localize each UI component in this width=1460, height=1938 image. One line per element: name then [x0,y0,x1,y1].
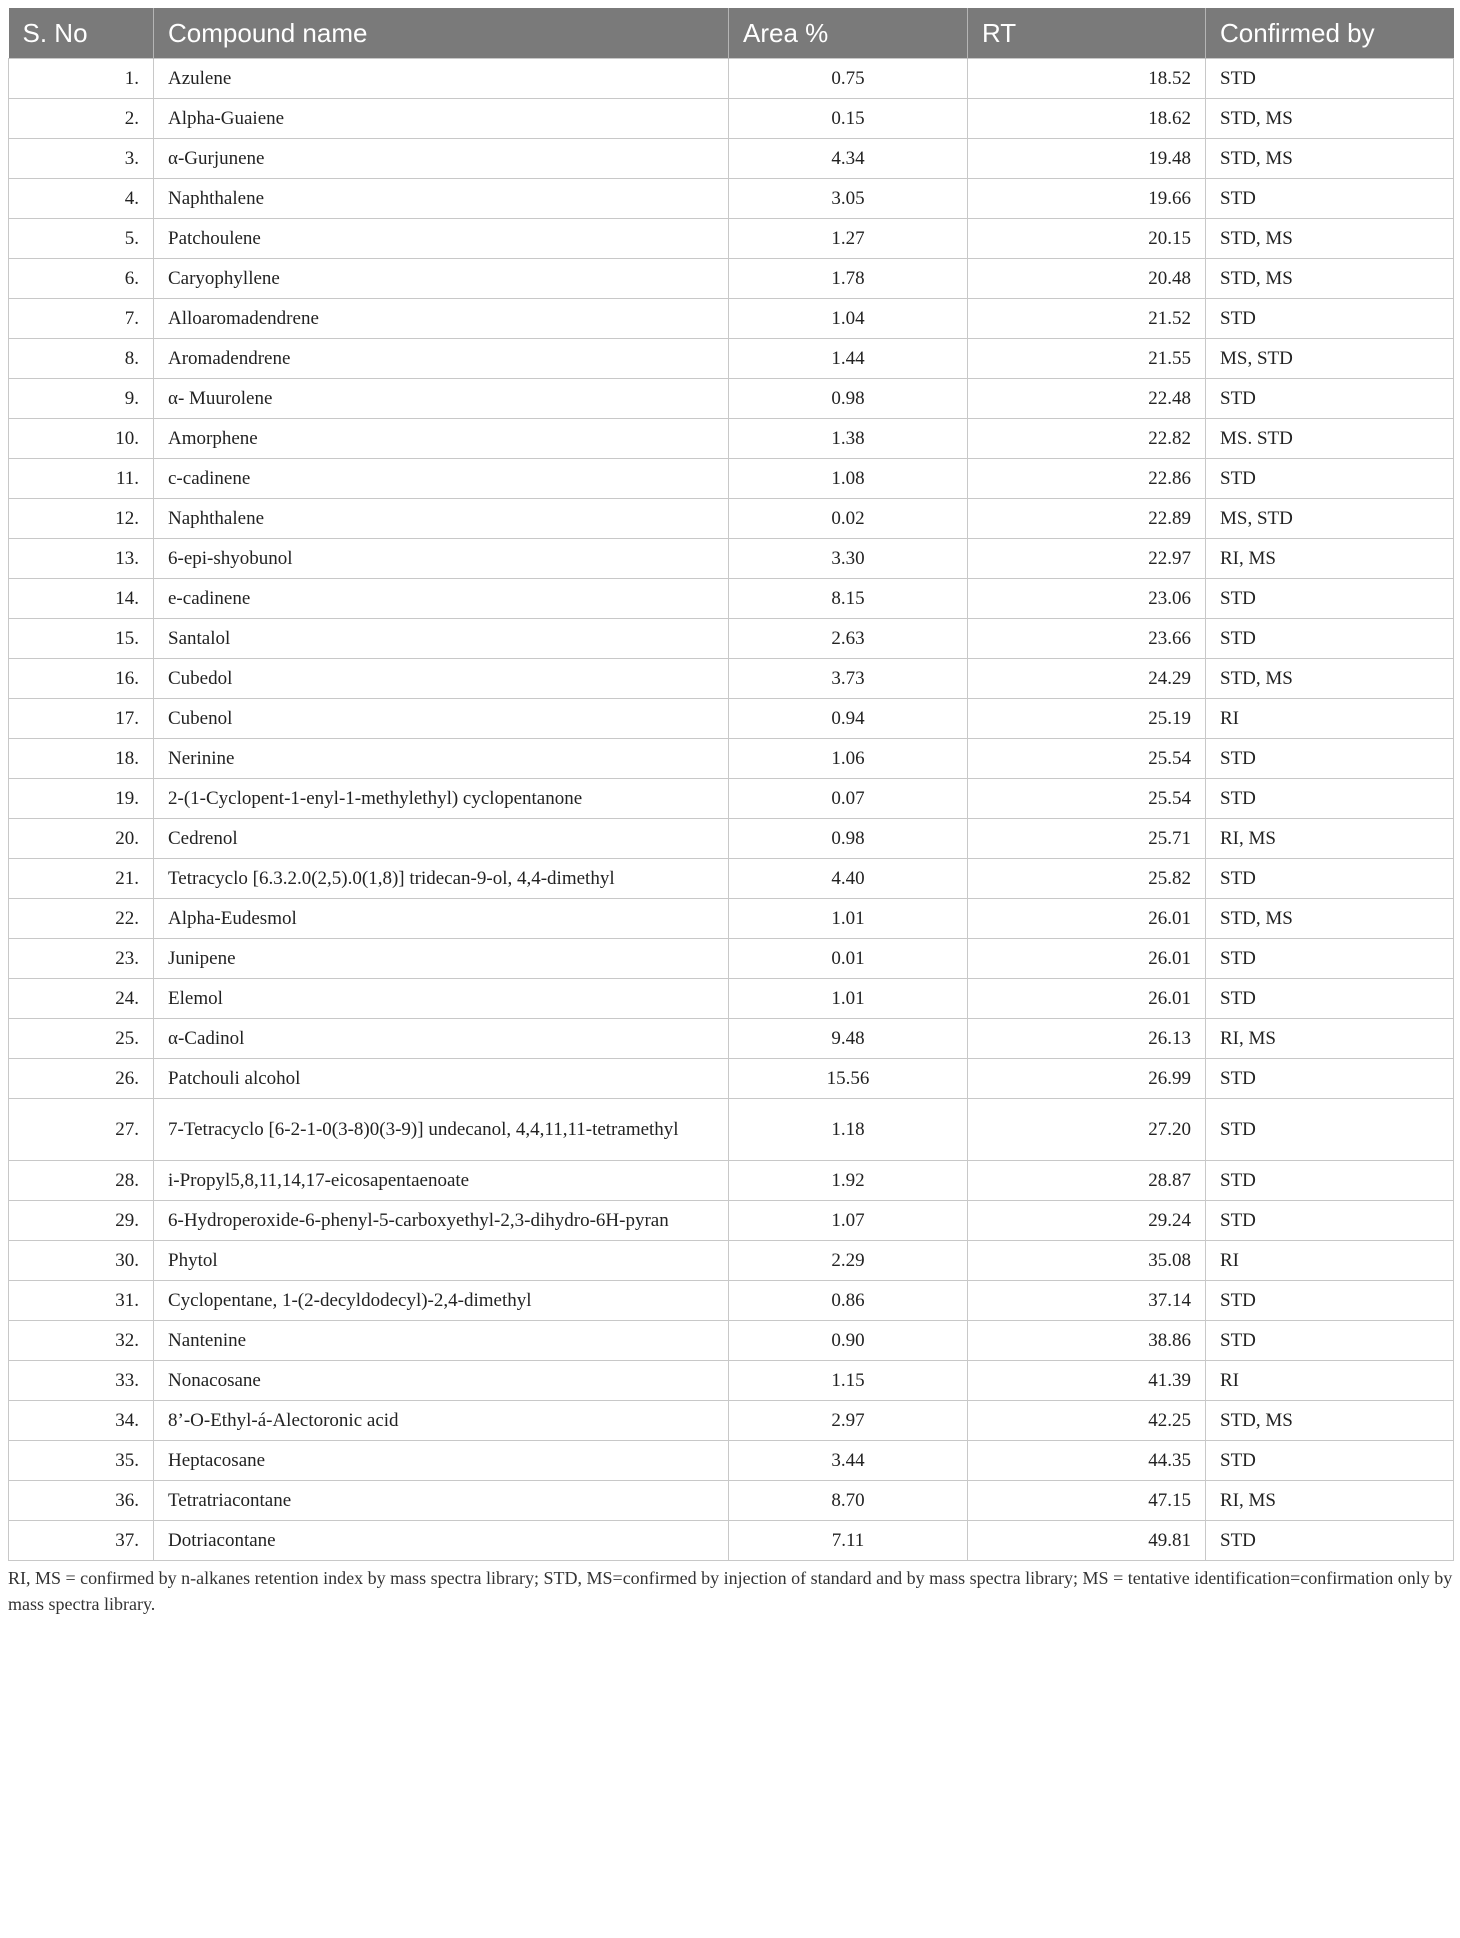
cell-rt: 26.01 [968,899,1206,939]
cell-rt: 19.48 [968,139,1206,179]
cell-sno: 19. [9,779,154,819]
table-row [9,939,1454,979]
cell-confirmed-by: STD, MS [1206,219,1454,259]
cell-compound-name: Cubenol [154,699,729,739]
cell-area-percent: 1.01 [729,899,968,939]
cell-confirmed-by: RI, MS [1206,1481,1454,1521]
cell-rt: 28.87 [968,1161,1206,1201]
cell-rt: 47.15 [968,1481,1206,1521]
cell-area-percent: 3.30 [729,539,968,579]
cell-sno: 29. [9,1201,154,1241]
cell-confirmed-by: STD, MS [1206,259,1454,299]
cell-confirmed-by: MS, STD [1206,499,1454,539]
cell-sno: 17. [9,699,154,739]
cell-compound-name: e-cadinene [154,579,729,619]
table-row [9,1361,1454,1401]
cell-rt: 49.81 [968,1521,1206,1561]
cell-sno: 14. [9,579,154,619]
cell-compound-name: 8’-O-Ethyl-á-Alectoronic acid [154,1401,729,1441]
cell-compound-name: Heptacosane [154,1441,729,1481]
cell-compound-name: Junipene [154,939,729,979]
table-row [9,1521,1454,1561]
cell-sno: 15. [9,619,154,659]
cell-sno: 18. [9,739,154,779]
header-confirmed-by: Confirmed by [1206,8,1454,59]
cell-compound-name: Nantenine [154,1321,729,1361]
table-row [9,539,1454,579]
table-row [9,1201,1454,1241]
table-row [9,1401,1454,1441]
cell-confirmed-by: RI, MS [1206,819,1454,859]
cell-sno: 31. [9,1281,154,1321]
cell-area-percent: 4.40 [729,859,968,899]
cell-rt: 23.66 [968,619,1206,659]
cell-compound-name: Alpha-Eudesmol [154,899,729,939]
cell-confirmed-by: STD [1206,859,1454,899]
cell-compound-name: 2-(1-Cyclopent-1-enyl-1-methylethyl) cyclopentanone [154,779,729,819]
cell-area-percent: 3.05 [729,179,968,219]
cell-confirmed-by: STD, MS [1206,899,1454,939]
cell-sno: 4. [9,179,154,219]
cell-area-percent: 3.73 [729,659,968,699]
cell-area-percent: 1.27 [729,219,968,259]
cell-confirmed-by: STD [1206,459,1454,499]
cell-compound-name: Tetracyclo [6.3.2.0(2,5).0(1,8)] tridecan-9-ol, 4,4-dimethyl [154,859,729,899]
cell-area-percent: 1.15 [729,1361,968,1401]
table-row [9,1441,1454,1481]
table-row [9,1161,1454,1201]
cell-rt: 26.13 [968,1019,1206,1059]
cell-compound-name: Patchouli alcohol [154,1059,729,1099]
table-row [9,779,1454,819]
cell-sno: 20. [9,819,154,859]
cell-confirmed-by: STD [1206,619,1454,659]
table-row [9,379,1454,419]
cell-rt: 21.52 [968,299,1206,339]
cell-area-percent: 1.01 [729,979,968,1019]
cell-compound-name: Cyclopentane, 1-(2-decyldodecyl)-2,4-dimethyl [154,1281,729,1321]
cell-rt: 18.52 [968,59,1206,99]
cell-rt: 22.48 [968,379,1206,419]
cell-compound-name: Caryophyllene [154,259,729,299]
cell-area-percent: 7.11 [729,1521,968,1561]
header-compound-name: Compound name [154,8,729,59]
table-header [9,8,1454,59]
table-row [9,819,1454,859]
cell-compound-name: Aromadendrene [154,339,729,379]
cell-sno: 34. [9,1401,154,1441]
cell-rt: 25.19 [968,699,1206,739]
cell-sno: 21. [9,859,154,899]
cell-sno: 13. [9,539,154,579]
header-rt: RT [968,8,1206,59]
cell-area-percent: 1.07 [729,1201,968,1241]
cell-area-percent: 0.98 [729,379,968,419]
cell-sno: 12. [9,499,154,539]
cell-confirmed-by: STD [1206,1521,1454,1561]
cell-sno: 35. [9,1441,154,1481]
cell-confirmed-by: STD [1206,1321,1454,1361]
table-row [9,1481,1454,1521]
table-row [9,339,1454,379]
cell-compound-name: 7-Tetracyclo [6-2-1-0(3-8)0(3-9)] undecanol, 4,4,11,11-tetramethyl [154,1099,729,1161]
cell-confirmed-by: STD [1206,179,1454,219]
cell-sno: 22. [9,899,154,939]
cell-area-percent: 0.86 [729,1281,968,1321]
cell-area-percent: 0.15 [729,99,968,139]
cell-rt: 26.01 [968,979,1206,1019]
cell-compound-name: Cedrenol [154,819,729,859]
cell-confirmed-by: STD [1206,299,1454,339]
cell-area-percent: 0.90 [729,1321,968,1361]
cell-sno: 9. [9,379,154,419]
cell-confirmed-by: STD [1206,1059,1454,1099]
cell-area-percent: 8.15 [729,579,968,619]
cell-rt: 18.62 [968,99,1206,139]
table-row [9,1281,1454,1321]
cell-area-percent: 1.92 [729,1161,968,1201]
cell-confirmed-by: STD [1206,1099,1454,1161]
cell-area-percent: 1.18 [729,1099,968,1161]
cell-rt: 22.97 [968,539,1206,579]
cell-area-percent: 2.97 [729,1401,968,1441]
table-row [9,739,1454,779]
cell-rt: 37.14 [968,1281,1206,1321]
cell-compound-name: 6-epi-shyobunol [154,539,729,579]
cell-area-percent: 8.70 [729,1481,968,1521]
cell-confirmed-by: MS, STD [1206,339,1454,379]
cell-confirmed-by: STD, MS [1206,99,1454,139]
cell-rt: 25.54 [968,779,1206,819]
cell-confirmed-by: STD [1206,579,1454,619]
cell-sno: 7. [9,299,154,339]
table-row [9,619,1454,659]
table-row [9,1099,1454,1161]
table-row [9,499,1454,539]
cell-compound-name: Azulene [154,59,729,99]
cell-sno: 37. [9,1521,154,1561]
cell-rt: 22.82 [968,419,1206,459]
cell-sno: 36. [9,1481,154,1521]
table-row [9,299,1454,339]
table-row [9,979,1454,1019]
cell-compound-name: Amorphene [154,419,729,459]
table-row [9,1321,1454,1361]
cell-area-percent: 1.38 [729,419,968,459]
cell-rt: 20.48 [968,259,1206,299]
cell-area-percent: 15.56 [729,1059,968,1099]
cell-area-percent: 4.34 [729,139,968,179]
cell-compound-name: Naphthalene [154,179,729,219]
cell-confirmed-by: RI [1206,1241,1454,1281]
compound-table [8,8,1454,1561]
cell-compound-name: Elemol [154,979,729,1019]
cell-rt: 25.54 [968,739,1206,779]
cell-area-percent: 2.63 [729,619,968,659]
cell-area-percent: 0.07 [729,779,968,819]
cell-area-percent: 1.78 [729,259,968,299]
cell-compound-name: Nerinine [154,739,729,779]
cell-confirmed-by: STD, MS [1206,659,1454,699]
cell-area-percent: 0.02 [729,499,968,539]
cell-rt: 44.35 [968,1441,1206,1481]
cell-confirmed-by: STD, MS [1206,1401,1454,1441]
cell-sno: 25. [9,1019,154,1059]
table-container [8,8,1453,1617]
cell-confirmed-by: RI, MS [1206,539,1454,579]
cell-rt: 35.08 [968,1241,1206,1281]
cell-rt: 26.99 [968,1059,1206,1099]
header-area-percent: Area % [729,8,968,59]
cell-compound-name: α- Muurolene [154,379,729,419]
table-row [9,259,1454,299]
cell-confirmed-by: MS. STD [1206,419,1454,459]
cell-confirmed-by: STD [1206,779,1454,819]
cell-compound-name: Tetratriacontane [154,1481,729,1521]
cell-sno: 2. [9,99,154,139]
cell-sno: 1. [9,59,154,99]
cell-area-percent: 1.44 [729,339,968,379]
table-row [9,659,1454,699]
cell-rt: 23.06 [968,579,1206,619]
cell-rt: 29.24 [968,1201,1206,1241]
cell-compound-name: Patchoulene [154,219,729,259]
cell-compound-name: i-Propyl5,8,11,14,17-eicosapentaenoate [154,1161,729,1201]
cell-compound-name: Cubedol [154,659,729,699]
cell-area-percent: 1.06 [729,739,968,779]
cell-confirmed-by: RI, MS [1206,1019,1454,1059]
header-sno: S. No [9,8,154,59]
cell-rt: 21.55 [968,339,1206,379]
cell-area-percent: 1.08 [729,459,968,499]
table-row [9,1059,1454,1099]
cell-sno: 24. [9,979,154,1019]
cell-sno: 10. [9,419,154,459]
cell-compound-name: Nonacosane [154,1361,729,1401]
cell-compound-name: α-Gurjunene [154,139,729,179]
cell-rt: 38.86 [968,1321,1206,1361]
cell-sno: 23. [9,939,154,979]
cell-compound-name: Alloaromadendrene [154,299,729,339]
table-row [9,1019,1454,1059]
cell-confirmed-by: STD [1206,379,1454,419]
cell-rt: 19.66 [968,179,1206,219]
cell-sno: 27. [9,1099,154,1161]
cell-rt: 27.20 [968,1099,1206,1161]
table-body [9,59,1454,1561]
cell-rt: 22.89 [968,499,1206,539]
cell-confirmed-by: STD, MS [1206,139,1454,179]
cell-rt: 25.82 [968,859,1206,899]
table-row [9,579,1454,619]
header-row [9,8,1454,59]
cell-area-percent: 9.48 [729,1019,968,1059]
table-row [9,859,1454,899]
cell-sno: 28. [9,1161,154,1201]
cell-compound-name: c-cadinene [154,459,729,499]
cell-confirmed-by: STD [1206,1281,1454,1321]
cell-confirmed-by: STD [1206,739,1454,779]
table-row [9,139,1454,179]
cell-confirmed-by: STD [1206,939,1454,979]
cell-rt: 24.29 [968,659,1206,699]
cell-compound-name: Santalol [154,619,729,659]
cell-confirmed-by: STD [1206,1161,1454,1201]
cell-sno: 8. [9,339,154,379]
cell-sno: 11. [9,459,154,499]
cell-area-percent: 1.04 [729,299,968,339]
cell-sno: 32. [9,1321,154,1361]
cell-sno: 26. [9,1059,154,1099]
cell-compound-name: 6-Hydroperoxide-6-phenyl-5-carboxyethyl-2,3-dihydro-6H-pyran [154,1201,729,1241]
table-row [9,99,1454,139]
cell-rt: 26.01 [968,939,1206,979]
cell-confirmed-by: STD [1206,1441,1454,1481]
cell-confirmed-by: STD [1206,979,1454,1019]
table-row [9,59,1454,99]
table-row [9,899,1454,939]
cell-area-percent: 3.44 [729,1441,968,1481]
cell-rt: 41.39 [968,1361,1206,1401]
table-row [9,419,1454,459]
cell-compound-name: Alpha-Guaiene [154,99,729,139]
table-row [9,1241,1454,1281]
cell-confirmed-by: RI [1206,1361,1454,1401]
cell-confirmed-by: STD [1206,59,1454,99]
cell-rt: 25.71 [968,819,1206,859]
table-row [9,699,1454,739]
cell-area-percent: 2.29 [729,1241,968,1281]
cell-area-percent: 0.01 [729,939,968,979]
cell-sno: 30. [9,1241,154,1281]
cell-sno: 16. [9,659,154,699]
cell-rt: 20.15 [968,219,1206,259]
cell-sno: 5. [9,219,154,259]
table-footnote: RI, MS = confirmed by n-alkanes retention index by mass spectra library; STD, MS=confirmed by injection of standard and by mass spectra library; MS = tentative identification=confirmation only by mass spectra library. [8,1568,1453,1614]
cell-confirmed-by: RI [1206,699,1454,739]
cell-area-percent: 0.94 [729,699,968,739]
table-row [9,179,1454,219]
cell-compound-name: Naphthalene [154,499,729,539]
table-row [9,459,1454,499]
cell-compound-name: Dotriacontane [154,1521,729,1561]
cell-sno: 3. [9,139,154,179]
cell-area-percent: 0.98 [729,819,968,859]
cell-rt: 42.25 [968,1401,1206,1441]
table-row [9,219,1454,259]
cell-rt: 22.86 [968,459,1206,499]
cell-area-percent: 0.75 [729,59,968,99]
cell-sno: 6. [9,259,154,299]
cell-sno: 33. [9,1361,154,1401]
cell-confirmed-by: STD [1206,1201,1454,1241]
cell-compound-name: Phytol [154,1241,729,1281]
cell-compound-name: α-Cadinol [154,1019,729,1059]
